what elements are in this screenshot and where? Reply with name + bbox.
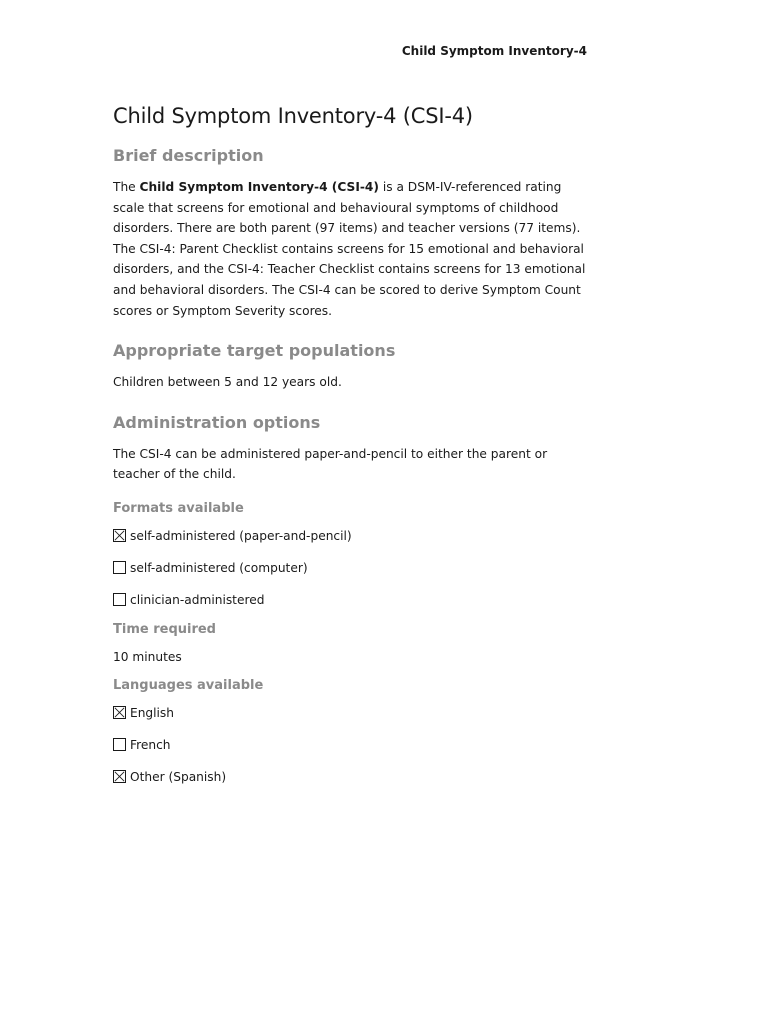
target-populations-heading: Appropriate target populations: [113, 341, 396, 361]
description-lead: The: [113, 180, 140, 194]
time-required-heading: Time required: [113, 621, 216, 637]
page-title: Child Symptom Inventory-4 (CSI-4): [113, 104, 473, 128]
format-label: self-administered (paper-and-pencil): [130, 528, 352, 543]
description-rest: is a DSM-IV-referenced rating scale that screens for emotional and behavioural symptoms of childhood disorders. There are both parent (97 items) and teacher versions (77 items). The CSI-4: Parent Checklist contains screens for 15 emotional and behavioral disorders, and the CSI-4: Teacher Checklist contains screens for 13 emotional and behavioral disorders. The CSI-4 can be scored to derive Symptom Count scores or Symptom Severity scores.: [113, 180, 586, 318]
brief-description-text: [113, 177, 593, 321]
checkbox-unchecked[interactable]: [113, 593, 126, 606]
administration-heading: Administration options: [113, 412, 321, 432]
brief-description-heading: Brief description: [113, 146, 264, 165]
cross-mark-icon: [114, 530, 125, 541]
administration-text: The CSI-4 can be administered paper-and-pencil to either the parent or teacher of the child.: [113, 446, 548, 482]
checkbox-unchecked[interactable]: [113, 561, 126, 574]
cross-mark-icon: [114, 771, 125, 782]
language-item: [113, 767, 593, 787]
formats-heading: Formats available: [113, 500, 244, 516]
checkbox-checked[interactable]: [113, 529, 126, 542]
language-item: [113, 735, 593, 755]
languages-heading: Languages available: [113, 677, 264, 693]
checkbox-checked[interactable]: [113, 770, 126, 783]
languages-list: [113, 703, 593, 787]
running-header: Child Symptom Inventory-4: [401, 44, 587, 58]
language-label: English: [130, 705, 175, 720]
cross-mark-icon: [114, 707, 125, 718]
checkbox-checked[interactable]: [113, 706, 126, 719]
format-item: [113, 590, 593, 610]
language-item: [113, 703, 593, 723]
time-required-text: 10 minutes: [113, 649, 182, 664]
target-populations-text: Children between 5 and 12 years old.: [113, 375, 342, 390]
checkbox-unchecked[interactable]: [113, 738, 126, 751]
document-body: [113, 104, 593, 799]
formats-list: [113, 526, 593, 610]
format-label: clinician-administered: [130, 592, 265, 607]
language-label: French: [130, 737, 171, 752]
format-item: [113, 526, 593, 546]
language-label: Other (Spanish): [130, 769, 227, 784]
format-label: self-administered (computer): [130, 560, 308, 575]
description-bold-name: Child Symptom Inventory-4 (CSI-4): [139, 180, 379, 194]
format-item: [113, 558, 593, 578]
